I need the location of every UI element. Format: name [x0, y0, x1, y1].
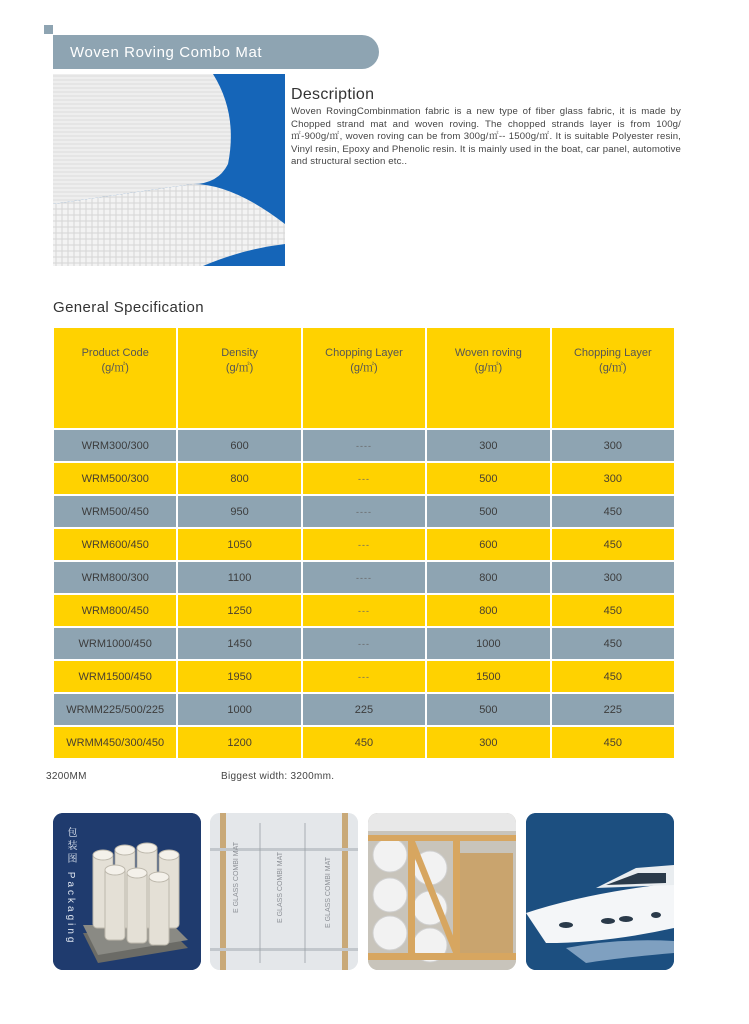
cell-chop1: ---	[302, 660, 426, 693]
column-header-label: Chopping Layer	[573, 347, 652, 359]
cell-density: 1250	[177, 594, 301, 627]
width-note-left: 3200MM	[46, 771, 87, 782]
cell-density: 800	[177, 462, 301, 495]
boat-illustration	[526, 813, 674, 970]
cell-code: WRM300/300	[53, 429, 177, 462]
cell-density: 1050	[177, 528, 301, 561]
cell-density: 1950	[177, 660, 301, 693]
cell-chop1: ---	[302, 462, 426, 495]
column-header-label: Chopping Layer	[325, 347, 403, 359]
column-header	[177, 327, 301, 429]
product-image-fabric-roll	[53, 74, 285, 266]
column-header-label: Density	[221, 347, 258, 359]
cell-density: 1100	[177, 561, 301, 594]
table-row	[53, 462, 675, 495]
svg-text:E GLASS COMBI MAT: E GLASS COMBI MAT	[277, 851, 284, 923]
cell-chop1: ---	[302, 594, 426, 627]
cell-chop2: 450	[551, 627, 675, 660]
column-header-label: Woven roving	[454, 347, 522, 359]
cell-density: 600	[177, 429, 301, 462]
cell-code: WRM500/300	[53, 462, 177, 495]
cell-density: 1200	[177, 726, 301, 759]
cell-chop2: 300	[551, 429, 675, 462]
table-row	[53, 429, 675, 462]
cell-woven: 1500	[426, 660, 550, 693]
cell-chop1: ----	[302, 495, 426, 528]
spec-title: General Specification	[53, 299, 204, 316]
column-header	[426, 327, 550, 429]
packaging-diagram-image	[53, 813, 201, 970]
cell-chop1: ----	[302, 561, 426, 594]
column-header	[551, 327, 675, 429]
cell-code: WRM500/450	[53, 495, 177, 528]
page-title: Woven Roving Combo Mat	[70, 44, 263, 61]
cell-woven: 300	[426, 726, 550, 759]
cell-density: 950	[177, 495, 301, 528]
table-row	[53, 627, 675, 660]
cell-chop1: 450	[302, 726, 426, 759]
column-header	[53, 327, 177, 429]
cell-code: WRMM450/300/450	[53, 726, 177, 759]
table-row	[53, 693, 675, 726]
packaging-label: 包装图 Packaging	[65, 827, 76, 946]
wooden-crate-illustration	[368, 813, 516, 970]
spec-header-row	[53, 327, 675, 429]
cell-woven: 500	[426, 495, 550, 528]
cell-chop2: 450	[551, 660, 675, 693]
cell-woven: 800	[426, 561, 550, 594]
corner-square-decoration	[44, 25, 53, 34]
column-header	[302, 327, 426, 429]
cell-code: WRM1000/450	[53, 627, 177, 660]
fabric-roll-illustration	[53, 74, 285, 266]
table-row	[53, 528, 675, 561]
table-row	[53, 561, 675, 594]
cell-density: 1000	[177, 693, 301, 726]
boat-image	[526, 813, 674, 970]
cell-woven: 500	[426, 693, 550, 726]
description-body: Woven RovingCombinmation fabric is a new type of fiber glass fabric, it is made by Chopped strand mat and woven roving. The chopped strands layer is from 100g/㎡-900g/㎡, woven roving can be from 300g/㎡-- 1500g/㎡. It is suitable Polyester resin, Vinyl resin, Epoxy and Phenolic resin. It is mainly used in the boat, car panel, automotive and structural section etc..	[291, 106, 681, 168]
cell-chop1: ---	[302, 528, 426, 561]
cell-code: WRM1500/450	[53, 660, 177, 693]
column-header-unit: (g/㎡)	[225, 362, 254, 374]
column-header-label: Product Code	[81, 347, 149, 359]
cell-woven: 500	[426, 462, 550, 495]
cell-chop2: 300	[551, 462, 675, 495]
cell-code: WRMM225/500/225	[53, 693, 177, 726]
cell-density: 1450	[177, 627, 301, 660]
cell-woven: 300	[426, 429, 550, 462]
column-header-unit: (g/㎡)	[474, 362, 503, 374]
cell-chop1: ----	[302, 429, 426, 462]
cell-code: WRM800/300	[53, 561, 177, 594]
column-header-unit: (g/㎡)	[350, 362, 378, 374]
cell-chop2: 300	[551, 561, 675, 594]
column-header-unit: (g/㎡)	[599, 362, 627, 374]
table-row	[53, 594, 675, 627]
spec-table-body	[53, 429, 675, 759]
cell-chop1: ---	[302, 627, 426, 660]
wrapped-pallet-image	[210, 813, 358, 970]
cell-chop2: 450	[551, 528, 675, 561]
cell-woven: 800	[426, 594, 550, 627]
table-row	[53, 726, 675, 759]
cell-chop1: 225	[302, 693, 426, 726]
column-header-unit: (g/㎡)	[101, 362, 129, 374]
svg-text:E GLASS COMBI MAT: E GLASS COMBI MAT	[233, 841, 240, 913]
cell-chop2: 225	[551, 693, 675, 726]
description-section	[291, 86, 681, 169]
cell-code: WRM800/450	[53, 594, 177, 627]
wooden-crate-image	[368, 813, 516, 970]
cell-chop2: 450	[551, 594, 675, 627]
table-row	[53, 495, 675, 528]
title-banner	[53, 35, 379, 69]
cell-woven: 600	[426, 528, 550, 561]
svg-text:E GLASS COMBI MAT: E GLASS COMBI MAT	[325, 856, 332, 928]
width-note-right: Biggest width: 3200mm.	[221, 771, 335, 782]
cell-chop2: 450	[551, 495, 675, 528]
table-row	[53, 660, 675, 693]
cell-woven: 1000	[426, 627, 550, 660]
cell-code: WRM600/450	[53, 528, 177, 561]
wrapped-pallet-illustration	[210, 813, 358, 970]
description-heading: Description	[291, 86, 375, 103]
cell-chop2: 450	[551, 726, 675, 759]
spec-table	[52, 326, 676, 760]
